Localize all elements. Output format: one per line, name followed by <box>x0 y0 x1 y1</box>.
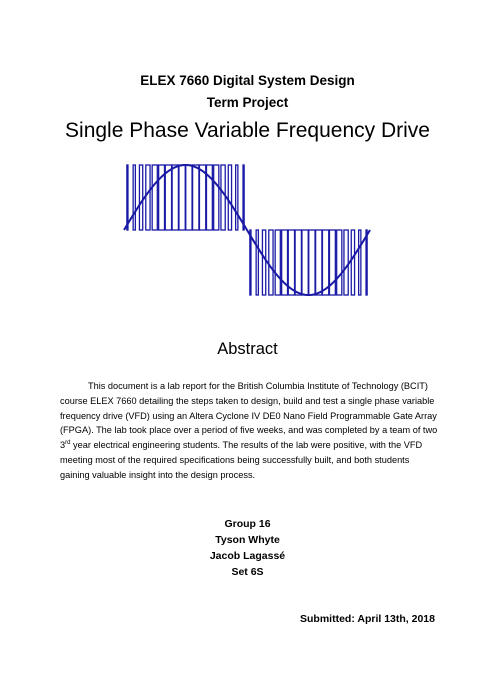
pwm-pulse <box>295 230 301 295</box>
author-block <box>0 516 495 580</box>
pwm-pulse <box>127 165 128 230</box>
abstract-part1: This document is a lab report for the British Columbia Institute of Technology (BCIT) course ELEX 7660 detailing the steps taken to design, build and test a single phase variable frequency drive (VFD) using an Altera Cyclone IV DE0 Nano Field Programmable Gate Array (FPGA). The lab took place over a period of five weeks, and was completed by a team of two 3 <box>60 381 438 451</box>
pwm-pulse <box>146 165 150 230</box>
pwm-pulse <box>133 165 135 230</box>
pwm-pulse <box>243 165 244 230</box>
pwm-sine-waveform-figure <box>118 160 378 300</box>
author-name: Jacob Lagassé <box>209 550 286 562</box>
pwm-pulse <box>186 165 192 230</box>
pwm-pulse <box>366 230 367 295</box>
pwm-pulse <box>165 165 171 230</box>
abstract-part2: year electrical engineering students. The results of the lab were positive, with the VFD meeting most of the required specifications being successfully built, and both students gaining valuable insight into the design process. <box>60 440 423 480</box>
course-title: ELEX 7660 Digital System Design <box>140 73 355 88</box>
pwm-pulse <box>193 165 199 230</box>
pwm-pulse <box>337 230 342 295</box>
pwm-pulse <box>288 230 294 295</box>
pwm-pulse <box>269 230 273 295</box>
pwm-pulse <box>250 230 251 295</box>
pwm-pulse <box>262 230 265 295</box>
pwm-pulse <box>344 230 348 295</box>
pwm-pulse <box>309 230 315 295</box>
abstract-heading: Abstract <box>217 340 278 358</box>
pwm-pulse <box>179 165 185 230</box>
pwm-pulse <box>172 165 178 230</box>
pwm-pulse <box>275 230 280 295</box>
pwm-pulse <box>139 165 142 230</box>
superscript-rd: rd <box>65 440 71 447</box>
abstract-text <box>60 379 440 483</box>
pwm-pulse <box>359 230 361 295</box>
pwm-pulse <box>236 165 238 230</box>
pwm-pulse <box>221 165 225 230</box>
pwm-pulse <box>152 165 157 230</box>
pwm-pulse <box>351 230 354 295</box>
pwm-pulse <box>228 165 231 230</box>
set-number: Set 6S <box>231 566 264 578</box>
pwm-pulse <box>256 230 258 295</box>
author-name: Tyson Whyte <box>215 534 280 546</box>
project-subtitle: Term Project <box>206 95 289 110</box>
group-number: Group 16 <box>224 518 271 530</box>
pwm-pulse <box>302 230 308 295</box>
submission-date: Submitted: April 13th, 2018 <box>300 613 435 625</box>
pwm-pulse <box>322 230 328 295</box>
pwm-pulse <box>214 165 219 230</box>
pwm-pulse <box>316 230 322 295</box>
pwm-pulse <box>199 165 205 230</box>
document-title: Single Phase Variable Frequency Drive <box>65 119 430 142</box>
